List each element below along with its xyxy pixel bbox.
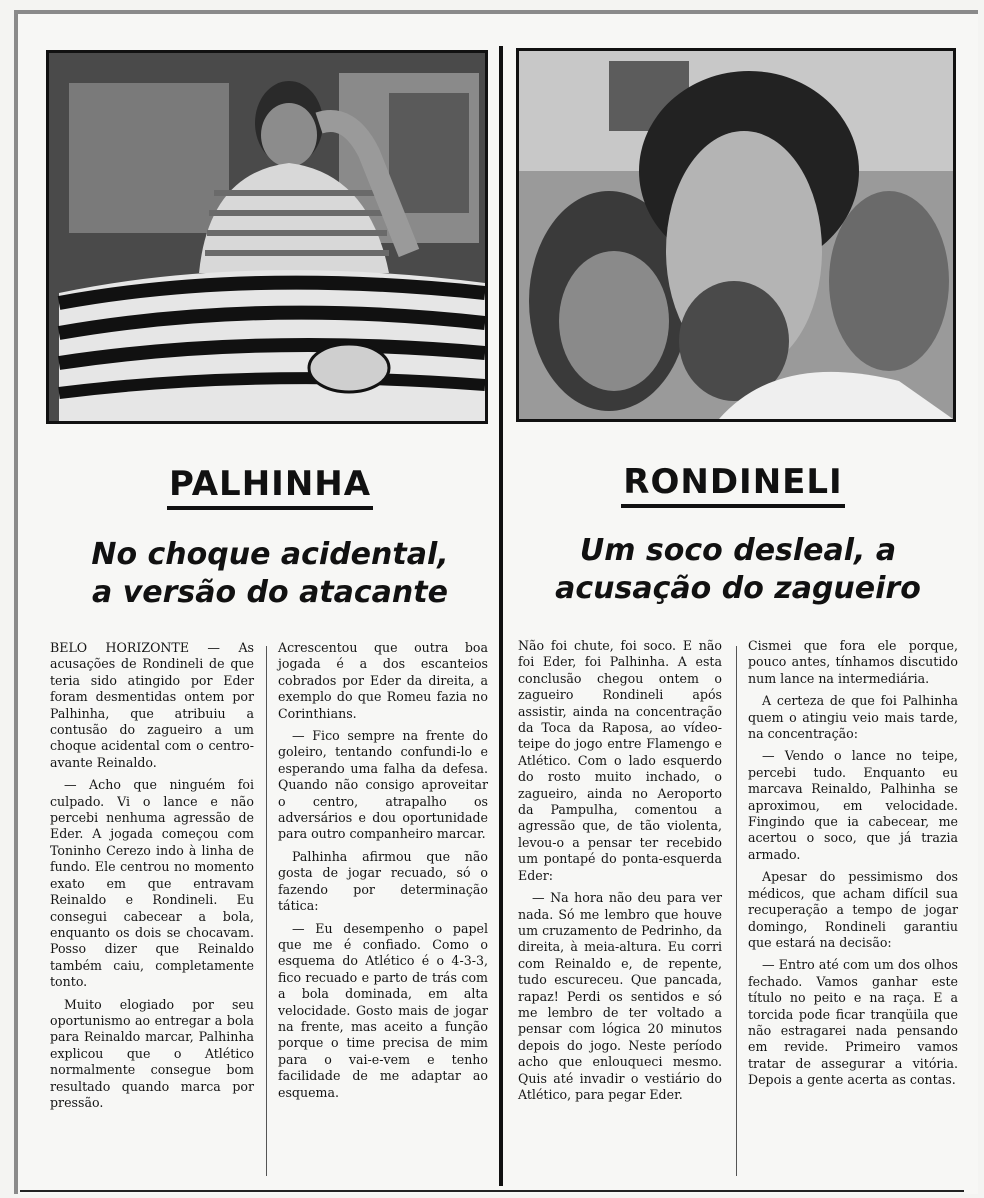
article-column-2 <box>278 640 488 1107</box>
deck-line: a versão do atacante <box>92 575 448 610</box>
bottom-rule <box>20 1190 964 1192</box>
paragraph: BELO HORIZONTE — As acusações de Rondineli de que teria sido atingido por Eder foram desmentidas ontem por Palhinha, que atribuiu a contusão do zagueiro a um choque acidental com o centro-avante Reinaldo. <box>50 640 254 770</box>
deck-headline-left <box>40 536 500 612</box>
deck-line: No choque acidental, <box>91 537 449 572</box>
paragraph: — Acho que ninguém foi culpado. Vi o lance e não percebi nenhuma agressão de Eder. A jogada começou com Toninho Cerezo indo à linha de fundo. Ele centrou no momento exato em que entravam Reinaldo e Rondineli. Eu consegui cabecear a bola, enquanto os dois se chocavam. Posso dizer que Reinaldo também caiu, completamente tonto. <box>50 777 254 990</box>
paragraph: Apesar do pessimismo dos médicos, que acham difícil sua recuperação a tempo de jogar domingo, Rondineli garantiu que estará na decisão: <box>748 869 958 950</box>
paragraph: Muito elogiado por seu oportunismo ao entregar a bola para Reinaldo marcar, Palhinha explicou que o Atlético normalmente consegue bom resultado quando marca por pressão. <box>50 996 254 1110</box>
paragraph: — Entro até com um dos olhos fechado. Vamos ganhar este título no peito e na raça. E a torcida pode ficar tranqüila que não estragarei nada pensando em revide. Primeiro vamos tratar de assegurar a vitória. Depois a gente acerta as contas. <box>748 957 958 1088</box>
deck-line: acusação do zagueiro <box>555 571 921 606</box>
paragraph: Palhinha afirmou que não gosta de jogar recuado, só o fazendo por determinação tática: <box>278 848 488 914</box>
article-column-3 <box>518 638 722 1109</box>
paragraph: Não foi chute, foi soco. E não foi Eder, foi Palhinha. A esta conclusão chegou ontem o zagueiro Rondineli após assistir, ainda na concentração da Toca da Raposa, ao vídeo-teipe do jogo entre Flamengo e Atlético. Com o lado esquerdo do rosto muito inchado, o zagueiro, ainda no Aeroporto da Pampulha, comentou a agressão que, de tão violenta, levou-o a pensar ter recebido um pontapé do ponta-esquerda Eder: <box>518 638 722 883</box>
paragraph: Acrescentou que outra boa jogada é a dos escanteios cobrados por Eder da direita, a exemplo do que Romeu fazia no Corinthians. <box>278 640 488 721</box>
headline-name-palhinha: PALHINHA <box>60 464 480 504</box>
column-rule <box>736 646 737 1176</box>
paragraph: Cismei que fora ele porque, pouco antes, tínhamos discutido num lance na intermediária. <box>748 638 958 686</box>
deck-headline-right <box>508 532 968 608</box>
paragraph: — Eu desempenho o papel que me é confiado. Como o esquema do Atlético é o 4-3-3, fico recuado e parto de trás com a bola dominada, em alta velocidade. Gosto mais de jogar na frente, mas aceito a função porque o time precisa de mim para o vai-e-vem e tenho facilidade de me adaptar ao esquema. <box>278 920 488 1100</box>
paragraph: — Vendo o lance no teipe, percebi tudo. Enquanto eu marcava Reinaldo, Palhinha se aproximou, em velocidade. Fingindo que ia cabecear, me acertou o soco, que já trazia armado. <box>748 748 958 862</box>
column-rule <box>266 646 267 1176</box>
article-column-1 <box>50 640 254 1117</box>
column-divider <box>499 46 503 1186</box>
deck-line: Um soco desleal, a <box>579 533 897 568</box>
headline-name-rondineli: RONDINELI <box>520 462 946 502</box>
rondineli-photo <box>516 48 956 422</box>
paragraph: — Na hora não deu para ver nada. Só me lembro que houve um cruzamento de Pedrinho, da direita, à meia-altura. Eu corri com Reinaldo e, de repente, tudo escureceu. Que pancada, rapaz! Perdi os sentidos e só me lembro de ter voltado a pensar com lógica 20 minutos depois do jogo. Neste período acho que enlouqueci mesmo. Quis até invadir o vestiário do Atlético, para pegar Eder. <box>518 890 722 1102</box>
article-column-4 <box>748 638 958 1095</box>
paragraph: A certeza de que foi Palhinha quem o atingiu veio mais tarde, na concentração: <box>748 693 958 742</box>
palhinha-photo <box>46 50 488 424</box>
paragraph: — Fico sempre na frente do goleiro, tentando confundi-lo e esperando uma falha da defesa. Quando não consigo aproveitar o centro, atrapalho os adversários e dou oportunidade para outro companheiro marcar. <box>278 728 488 842</box>
